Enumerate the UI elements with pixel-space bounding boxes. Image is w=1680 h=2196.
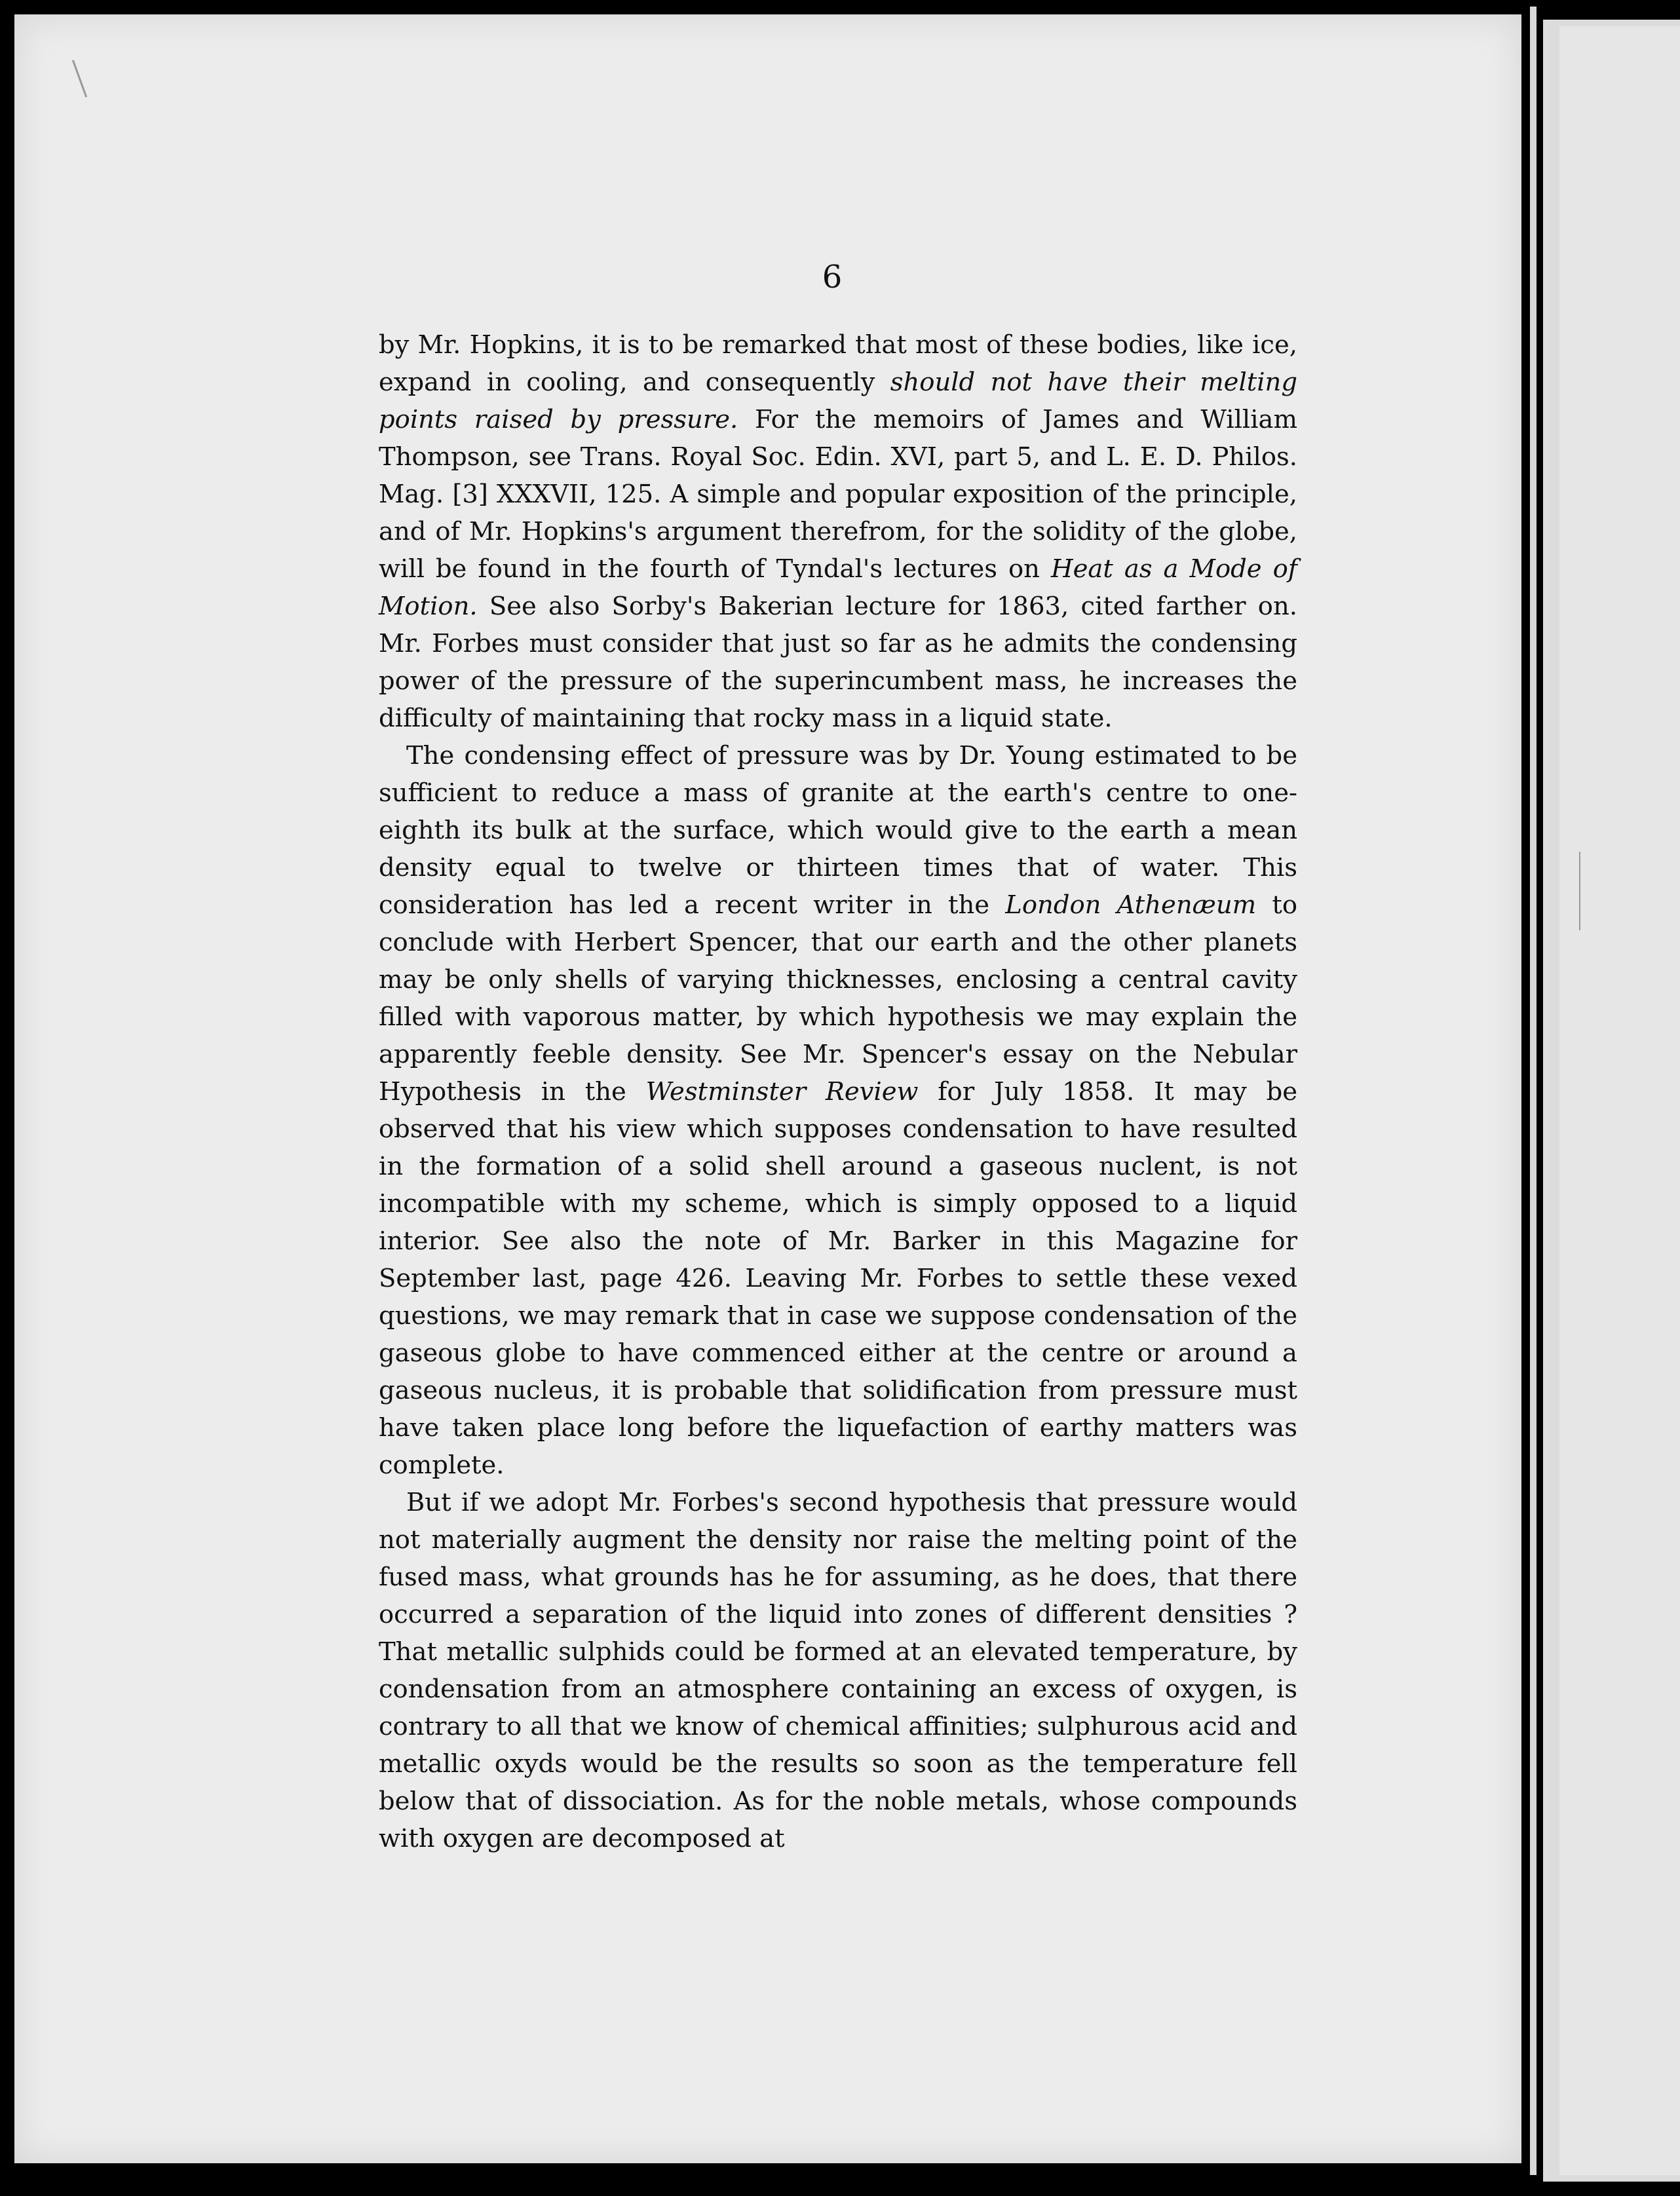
- italic-run: Westminster Review: [645, 1077, 919, 1107]
- text-run: by Mr. Hopkins, it is to be remarked that most of these bodies, like ice, expand in cooling, and consequently: [379, 330, 1297, 397]
- body-text: [379, 326, 1297, 1857]
- paragraph: [379, 326, 1297, 737]
- text-run: The condensing effect of pressure was by Dr. Young estimated to be sufficient to reduce a mass of granite at the earth's centre to one-eighth its bulk at the surface, which would give to the earth a mean density equal to twelve or thirteen times that of water. This consideration has led a recent writer in the: [379, 741, 1297, 920]
- page-edge: [1530, 7, 1537, 2175]
- paragraph: [379, 737, 1297, 1484]
- scan-mark: [1579, 852, 1580, 930]
- paragraph: [379, 1484, 1297, 1857]
- italic-run: Heat as a Mode of Motion.: [379, 554, 1298, 621]
- italic-run: London Athenæum: [1005, 890, 1257, 920]
- text-run: But if we adopt Mr. Forbes's second hypothesis that pressure would not materially augment the density nor raise the melting point of the fused mass, what grounds has he for assuming, as he does, that there occurred a separation of the liquid into zones of different densities ? That metallic sulphids could be formed at an elevated temperature, by condensation from an atmosphere containing an excess of oxygen, is contrary to all that we know of chemical affinities; sulphurous acid and metallic oxyds would be the results so soon as the temperature fell below that of dissociation. As for the noble metals, whose compounds with oxygen are decomposed at: [379, 1488, 1297, 1853]
- page-number: 6: [822, 259, 843, 295]
- italic-run: should not have their melting points raised by pressure.: [379, 368, 1297, 434]
- text-run: See also Sorby's Bakerian lecture for 1863, cited farther on. Mr. Forbes must consider that just so far as he admits the condensing power of the pressure of the superincumbent mass, he increases the difficulty of maintaining that rocky mass in a liquid state.: [379, 592, 1297, 733]
- text-run: to conclude with Herbert Spencer, that our earth and the other planets may be only shells of varying thicknesses, enclosing a central cavity filled with vaporous matter, by which hypothesis we may explain the apparently feeble density. See Mr. Spencer's essay on the Nebular Hypothesis in the: [379, 890, 1297, 1107]
- text-run: for July 1858. It may be observed that his view which supposes condensation to have resulted in the formation of a solid shell around a gaseous nuclent, is not incompatible with my scheme, which is simply opposed to a liquid interior. See also the note of Mr. Barker in this Magazine for September last, page 426. Leaving Mr. Forbes to settle these vexed questions, we may remark that in case we suppose condensation of the gaseous globe to have commenced either at the centre or around a gaseous nucleus, it is probable that solidification from pressure must have taken place long before the liquefaction of earthy matters was complete.: [379, 1077, 1298, 1480]
- text-run: For the memoirs of James and William Thompson, see Trans. Royal Soc. Edin. XVI, part 5, and L. E. D. Philos. Mag. [3] XXXVII, 125. A simple and popular exposition of the principle, and of Mr. Hopkins's argument therefrom, for the solidity of the globe, will be found in the fourth of Tyndal's lectures on: [379, 405, 1297, 584]
- facing-page-strip-inner: [1559, 26, 1680, 2175]
